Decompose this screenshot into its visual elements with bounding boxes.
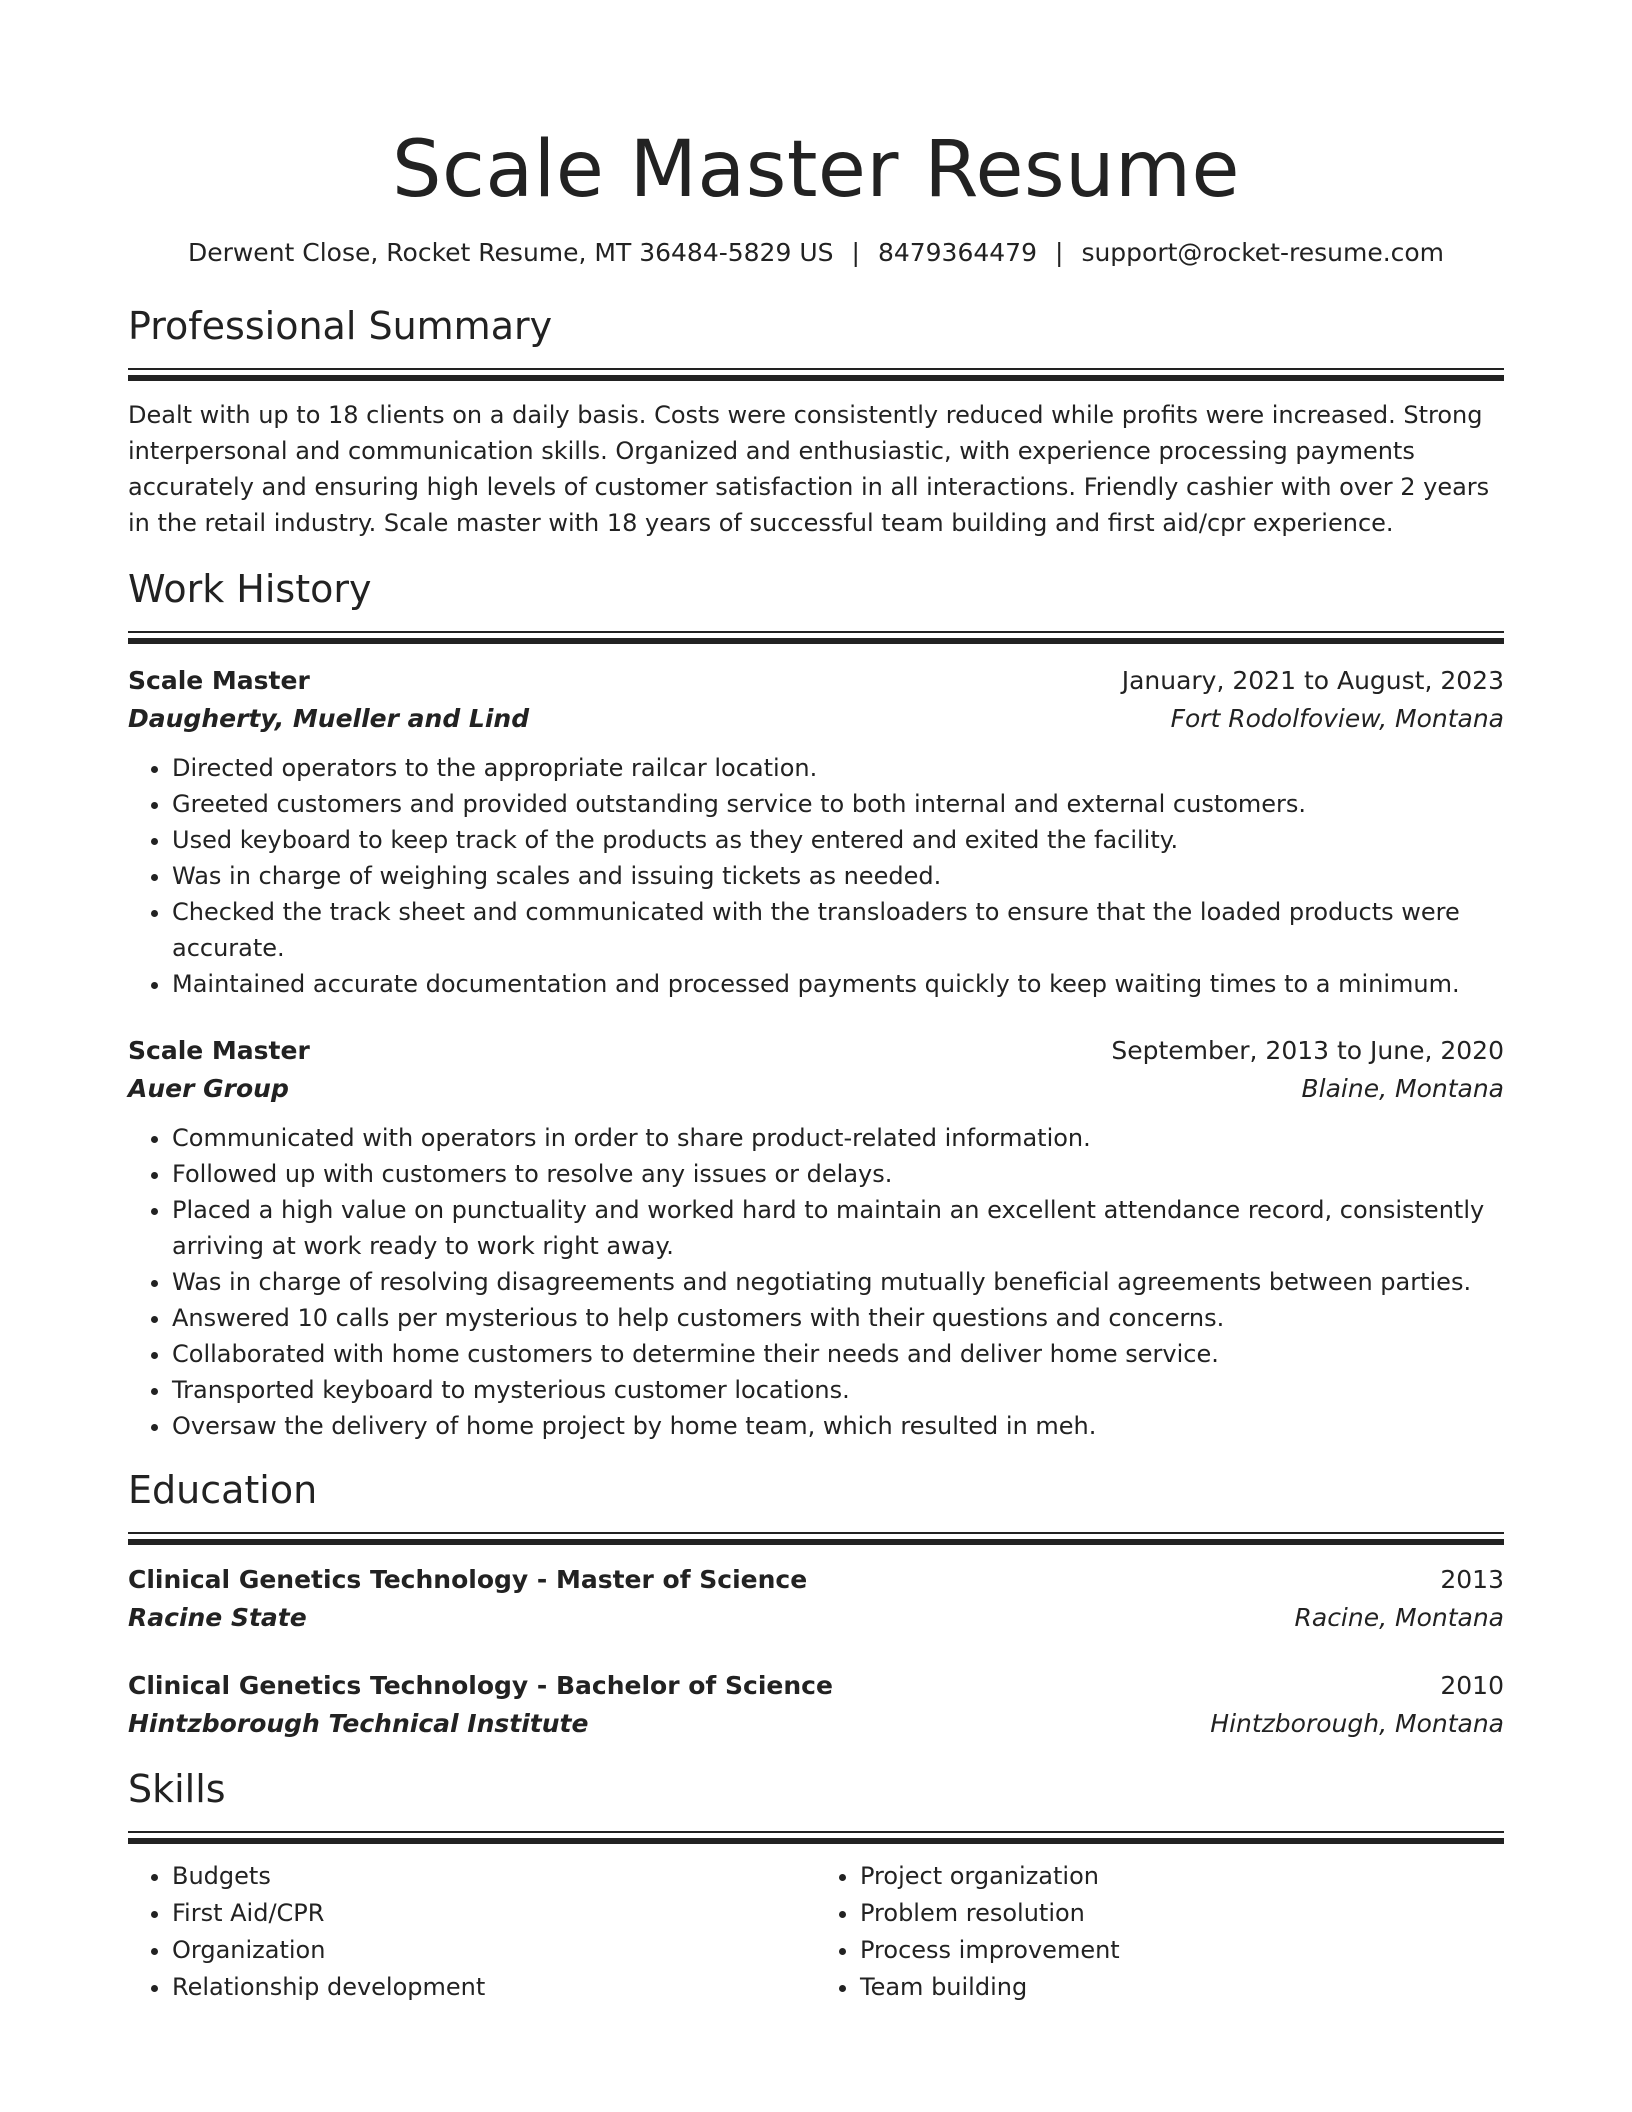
skill-item: • Project organization [860, 1858, 1504, 1895]
job-title: Scale Master [128, 666, 310, 695]
job-company: Auer Group [128, 1074, 289, 1103]
list-item: • Collaborated with home customers to determine their needs and deliver home service. [172, 1336, 1504, 1372]
resume-name: Scale Master Resume [391, 125, 1241, 215]
skill-item: • Organization [172, 1932, 816, 1969]
skills-list-right [816, 1858, 1504, 2006]
summary-section [128, 302, 1504, 541]
section-divider [128, 1831, 1504, 1844]
list-item: • Followed up with customers to resolve any issues or delays. [172, 1156, 1504, 1192]
list-item: • Was in charge of resolving disagreements and negotiating mutually beneficial agreements between parties. [172, 1264, 1504, 1300]
job-dates: January, 2021 to August, 2023 [1121, 666, 1504, 695]
resume-page [128, 0, 1504, 2006]
degree-title: Clinical Genetics Technology - Master of Science [128, 1565, 808, 1594]
section-title-skills: Skills [128, 1767, 226, 1811]
list-item: • Transported keyboard to mysterious customer locations. [172, 1372, 1504, 1408]
degree-year: 2013 [1440, 1565, 1504, 1594]
job-bullets [128, 750, 1504, 1002]
contact-separator: | [851, 238, 860, 267]
school-name: Racine State [128, 1603, 307, 1632]
contact-email: support@rocket-resume.com [1081, 238, 1445, 267]
summary-text: Dealt with up to 18 clients on a daily basis. Costs were consistently reduced while profits were increased. Strong interpersonal and communication skills. Organized and enthusiastic, with experience processing payments accurately and ensuring high levels of customer satisfaction in all interactions. Friendly cashier with over 2 years in the retail industry. Scale master with 18 years of successful team building and first aid/cpr experience. [128, 401, 1490, 537]
job-location: Fort Rodolfoview, Montana [1170, 704, 1504, 733]
education-section [128, 1466, 1504, 1743]
job-entry [128, 662, 1504, 1002]
list-item: • Directed operators to the appropriate railcar location. [172, 750, 1504, 786]
degree-year: 2010 [1440, 1671, 1504, 1700]
contact-phone: 8479364479 [877, 238, 1037, 267]
degree-title: Clinical Genetics Technology - Bachelor of Science [128, 1671, 833, 1700]
school-location: Hintzborough, Montana [1210, 1709, 1504, 1738]
section-divider [128, 631, 1504, 644]
job-location: Blaine, Montana [1301, 1074, 1504, 1103]
list-item: • Communicated with operators in order to share product-related information. [172, 1120, 1504, 1156]
skill-item: • Problem resolution [860, 1895, 1504, 1932]
section-title-education: Education [128, 1468, 318, 1512]
contact-separator: | [1055, 238, 1064, 267]
job-entry [128, 1032, 1504, 1444]
list-item: • Greeted customers and provided outstanding service to both internal and external customers. [172, 786, 1504, 822]
job-bullets [128, 1120, 1504, 1444]
skill-item: • Team building [860, 1969, 1504, 2006]
job-dates: September, 2013 to June, 2020 [1111, 1036, 1504, 1065]
section-title-summary: Professional Summary [128, 304, 553, 348]
skill-item: • Process improvement [860, 1932, 1504, 1969]
skills-list-left [128, 1858, 816, 2006]
section-title-work: Work History [128, 567, 372, 611]
list-item: • Checked the track sheet and communicated with the transloaders to ensure that the loaded products were accurate. [172, 894, 1504, 966]
skill-item: • First Aid/CPR [172, 1895, 816, 1932]
work-section [128, 565, 1504, 1444]
list-item: • Placed a high value on punctuality and worked hard to maintain an excellent attendance record, consistently arriving at work ready to work right away. [172, 1192, 1504, 1264]
section-divider [128, 368, 1504, 381]
contact-line [128, 236, 1504, 270]
list-item: • Was in charge of weighing scales and issuing tickets as needed. [172, 858, 1504, 894]
skills-section [128, 1765, 1504, 2006]
list-item: • Maintained accurate documentation and processed payments quickly to keep waiting times to a minimum. [172, 966, 1504, 1002]
list-item: • Answered 10 calls per mysterious to help customers with their questions and concerns. [172, 1300, 1504, 1336]
school-location: Racine, Montana [1294, 1603, 1504, 1632]
education-entry [128, 1667, 1504, 1743]
skill-item: • Relationship development [172, 1969, 816, 2006]
job-company: Daugherty, Mueller and Lind [128, 704, 530, 733]
contact-address: Derwent Close, Rocket Resume, MT 36484-5829 US [187, 238, 834, 267]
list-item: • Oversaw the delivery of home project by home team, which resulted in meh. [172, 1408, 1504, 1444]
school-name: Hintzborough Technical Institute [128, 1709, 589, 1738]
skill-item: • Budgets [172, 1858, 816, 1895]
section-divider [128, 1532, 1504, 1545]
job-title: Scale Master [128, 1036, 310, 1065]
skills-columns [128, 1858, 1504, 2006]
education-entry [128, 1561, 1504, 1637]
list-item: • Used keyboard to keep track of the products as they entered and exited the facility. [172, 822, 1504, 858]
